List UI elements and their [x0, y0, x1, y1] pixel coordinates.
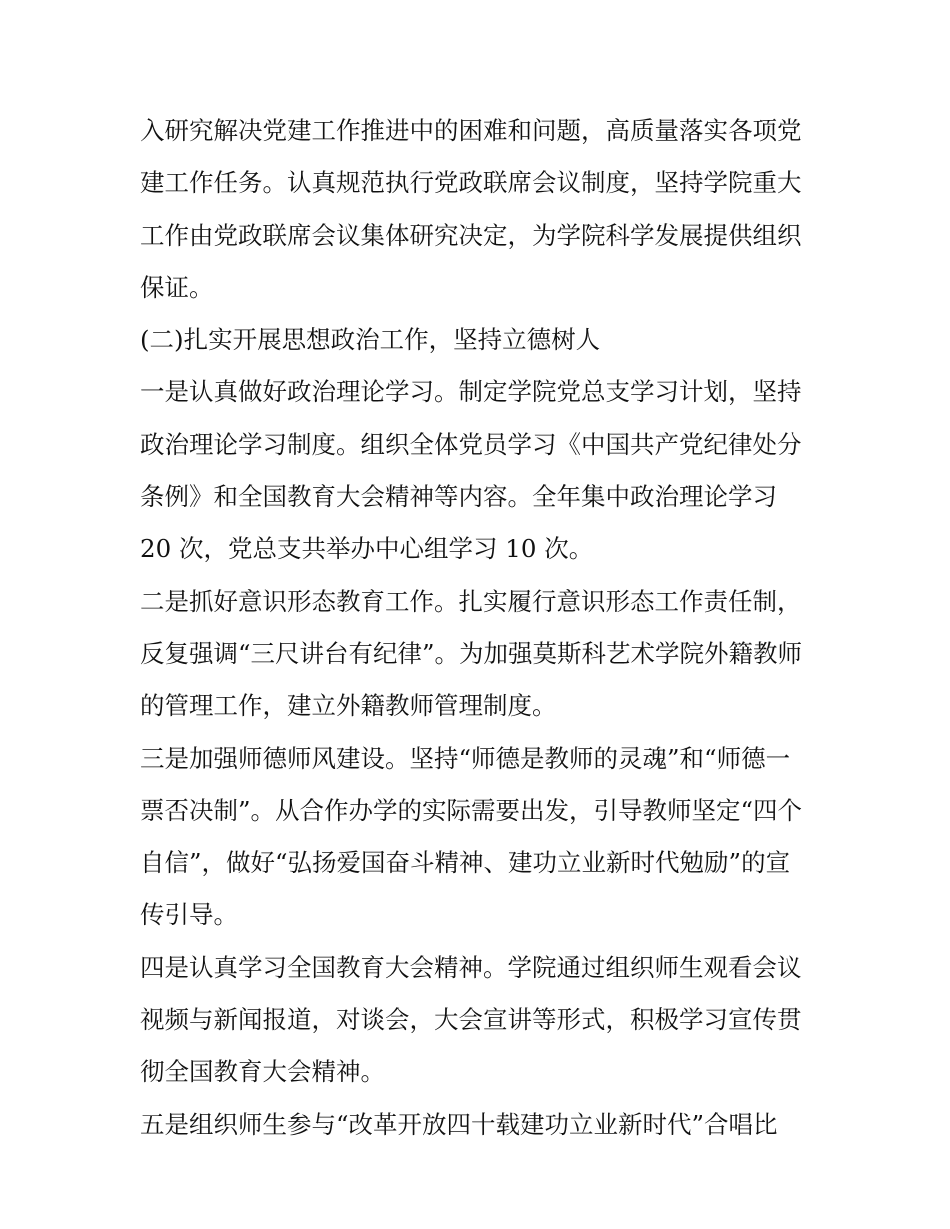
text-line: 工作由党政联席会议集体研究决定，为学院科学发展提供组织	[140, 220, 802, 250]
text-line: 四是认真学习全国教育大会精神。学院通过组织师生观看会议	[140, 952, 802, 982]
text-line: 自信”，做好“弘扬爱国奋斗精神、建功立业新时代勉励”的宣	[140, 848, 791, 878]
text-line: 彻全国教育大会精神。	[140, 1057, 385, 1087]
text-line: 20 次，党总支共举办中心组学习 10 次。	[140, 534, 594, 564]
text-line: 政治理论学习制度。组织全体党员学习《中国共产党纪律处分	[140, 429, 802, 459]
section-heading: (二)扎实开展思想政治工作，坚持立德树人	[140, 325, 601, 355]
text-line: 一是认真做好政治理论学习。制定学院党总支学习计划，坚持	[140, 377, 802, 407]
text-line: 反复强调“三尺讲台有纪律”。为加强莫斯科艺术学院外籍教师	[140, 638, 803, 668]
text-line: 视频与新闻报道，对谈会，大会宣讲等形式，积极学习宣传贯	[140, 1005, 802, 1035]
text-line: 二是抓好意识形态教育工作。扎实履行意识形态工作责任制，	[140, 586, 802, 616]
text-line: 三是加强师德师风建设。坚持“师德是教师的灵魂”和“师德一	[140, 743, 791, 773]
body-text	[140, 105, 820, 1151]
text-line: 保证。	[140, 272, 214, 302]
text-line: 传引导。	[140, 900, 238, 930]
text-line: 入研究解决党建工作推进中的困难和问题，高质量落实各项党	[140, 116, 802, 145]
text-line: 条例》和全国教育大会精神等内容。全年集中政治理论学习	[140, 482, 777, 512]
text-line: 票否决制”。从合作办学的实际需要出发，引导教师坚定“四个	[140, 795, 803, 825]
text-line: 五是组织师生参与“改革开放四十载建功立业新时代”合唱比	[140, 1109, 778, 1139]
text-line: 建工作任务。认真规范执行党政联席会议制度，坚持学院重大	[140, 168, 802, 198]
text-line: 的管理工作，建立外籍教师管理制度。	[140, 691, 557, 721]
